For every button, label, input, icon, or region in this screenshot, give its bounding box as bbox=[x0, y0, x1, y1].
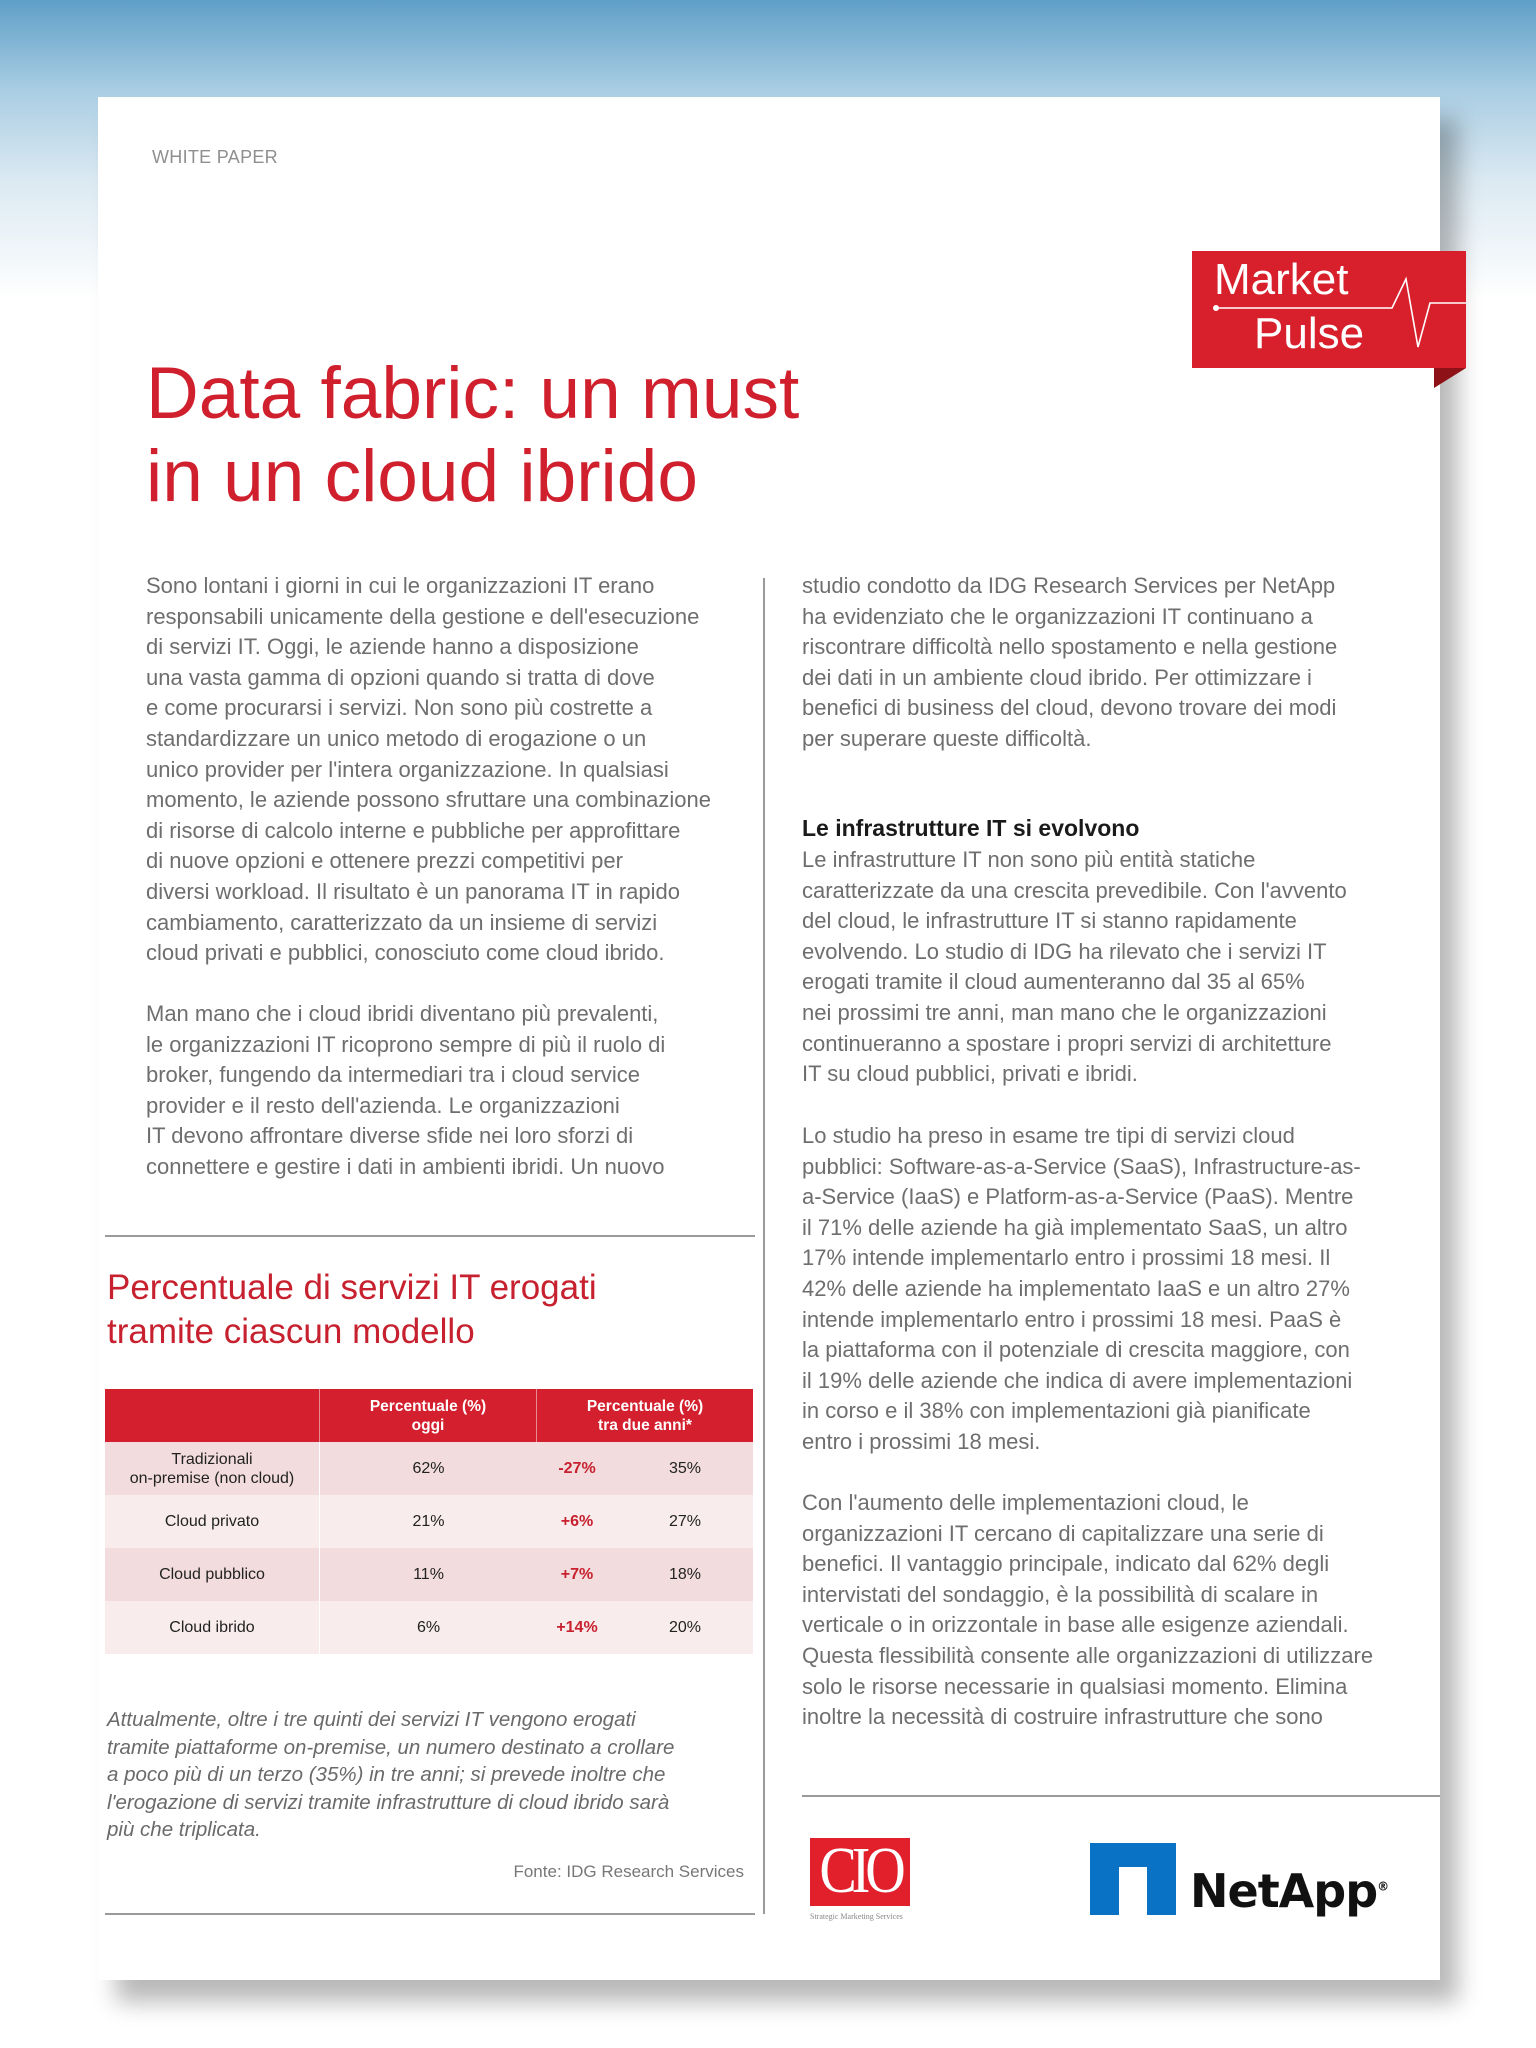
netapp-logo bbox=[1190, 1864, 1389, 1918]
registered-mark: ® bbox=[1377, 1879, 1390, 1894]
row-values bbox=[320, 1548, 754, 1601]
value-delta: +6% bbox=[560, 1512, 594, 1530]
table-header-row bbox=[105, 1389, 753, 1442]
value-today: 21% bbox=[412, 1512, 445, 1530]
value-future: 35% bbox=[668, 1459, 702, 1477]
row-label: Cloud ibrido bbox=[105, 1601, 320, 1654]
table-title: Percentuale di servizi IT erogati tramite ciascun modello bbox=[107, 1268, 597, 1351]
table-row bbox=[105, 1548, 753, 1601]
row-values bbox=[320, 1495, 754, 1548]
row-values bbox=[320, 1601, 754, 1654]
value-future: 27% bbox=[668, 1512, 702, 1530]
value-delta: +14% bbox=[556, 1618, 598, 1636]
body-paragraph: Sono lontani i giorni in cui le organizzazioni IT erano responsabili unicamente della gestione e dell'esecuzione di servizi IT. Oggi, le aziende hanno a disposizione una vasta gamma di opzioni quando si tratta di dove e come procurarsi i servizi. Non sono più costrette a standardizzare un unico metodo di erogazione o un unico provider per l'intera organizzazione. In qualsiasi momento, le aziende possono sfruttare una combinazione di risorse di calcolo interne e pubbliche per approfittare di nuove opzioni e ottenere prezzi competitivi per diversi workload. Il risultato è un panorama IT in rapido cambiamento, caratterizzato da un insieme di servizi cloud privati e pubblici, conosciuto come cloud ibrido. bbox=[146, 573, 712, 966]
document-type-label: WHITE PAPER bbox=[152, 147, 278, 167]
netapp-logo-text: NetApp bbox=[1190, 1864, 1378, 1918]
table-source: Fonte: IDG Research Services bbox=[513, 1862, 744, 1881]
table-row bbox=[105, 1495, 753, 1548]
value-delta: -27% bbox=[558, 1459, 596, 1477]
value-today: 6% bbox=[416, 1618, 441, 1636]
cio-logo bbox=[810, 1838, 910, 1906]
row-label: Cloud privato bbox=[105, 1495, 320, 1548]
table-row bbox=[105, 1601, 753, 1654]
column-divider bbox=[763, 578, 765, 1914]
badge-line2: Pulse bbox=[1254, 309, 1365, 358]
body-paragraph: Con l'aumento delle implementazioni cloud, le organizzazioni IT cercano di capitalizzare una serie di benefici. Il vantaggio principale, indicato dal 62% degli intervistati del sondaggio, è la possibilità di scalare in verticale o in orizzontale in base alle esigenze aziendali. Questa flessibilità consente alle organizzazioni di utilizzare solo le risorse necessarie in qualsiasi momento. Elimina inoltre la necessità di costruire infrastrutture che sono bbox=[802, 1490, 1374, 1730]
delivery-model-table bbox=[105, 1389, 753, 1654]
value-today: 62% bbox=[412, 1459, 445, 1477]
value-future: 20% bbox=[668, 1618, 702, 1636]
market-pulse-badge bbox=[1192, 251, 1466, 368]
body-paragraph: Man mano che i cloud ibridi diventano più prevalenti, le organizzazioni IT ricoprono sempre di più il ruolo di broker, fungendo da intermediari tra i cloud service provider e il resto dell'azienda. Le organizzazioni IT devono affrontare diverse sfide nei loro sforzi di connettere e gestire i dati in ambienti ibridi. Un nuovo bbox=[146, 1001, 666, 1179]
footer-rule bbox=[802, 1795, 1440, 1797]
body-paragraph: Lo studio ha preso in esame tre tipi di servizi cloud pubblici: Software-as-a-Service (SaaS), Infrastructure-as- a-Service (IaaS) e Platform-as-a-Service (PaaS). Mentre il 71% delle aziende ha già implementato SaaS, un altro 17% intende implementarlo entro i prossimi 18 mesi. Il 42% delle aziende ha implementato IaaS e un altro 27% intende implementarlo entro i prossimi 18 mesi. PaaS è la piattaforma con il potenziale di crescita maggiore, con il 19% delle aziende che indica di avere implementazioni in corso e il 38% con implementazioni già pianificate entro i prossimi 18 mesi. bbox=[802, 1123, 1361, 1454]
table-header-cell: Percentuale (%) oggi bbox=[320, 1389, 537, 1442]
table-header-cell bbox=[105, 1389, 320, 1442]
sidebar-bottom-rule bbox=[105, 1913, 755, 1915]
value-future: 18% bbox=[668, 1565, 702, 1583]
table-header-cell: Percentuale (%) tra due anni* bbox=[537, 1389, 754, 1442]
page-title: Data fabric: un must in un cloud ibrido bbox=[146, 353, 800, 517]
row-label: Tradizionali on-premise (non cloud) bbox=[105, 1442, 320, 1495]
badge-line1: Market bbox=[1214, 255, 1349, 304]
cio-logo-text: CIO bbox=[819, 1838, 901, 1906]
cio-tagline: Strategic Marketing Services bbox=[810, 1912, 903, 1921]
value-delta: +7% bbox=[560, 1565, 594, 1583]
body-paragraph: studio condotto da IDG Research Services per NetApp ha evidenziato che le organizzazioni IT continuano a riscontrare difficoltà nello spostamento e nella gestione dei dati in un ambiente cloud ibrido. Per ottimizzare i benefici di business del cloud, devono trovare dei modi per superare queste difficoltà. bbox=[802, 573, 1338, 751]
value-today: 11% bbox=[413, 1565, 444, 1583]
row-values bbox=[320, 1442, 754, 1495]
section-heading: Le infrastrutture IT si evolvono bbox=[802, 815, 1140, 841]
badge-fold bbox=[1434, 368, 1466, 388]
table-row bbox=[105, 1442, 753, 1495]
row-label: Cloud pubblico bbox=[105, 1548, 320, 1601]
netapp-logo-mark-icon bbox=[1090, 1843, 1176, 1915]
table-caption: Attualmente, oltre i tre quinti dei servizi IT vengono erogati tramite piattaforme on-premise, un numero destinato a crollare a poco più di un terzo (35%) in tre anni; si prevede inoltre che l'erogazione di servizi tramite infrastrutture di cloud ibrido sarà più che triplicata. bbox=[107, 1708, 675, 1841]
sidebar-top-rule bbox=[105, 1235, 755, 1237]
body-paragraph: Le infrastrutture IT non sono più entità statiche caratterizzate da una crescita prevedibile. Con l'avvento del cloud, le infrastrutture IT si stanno rapidamente evolvendo. Lo studio di IDG ha rilevato che i servizi IT erogati tramite il cloud aumenteranno dal 35 al 65% nei prossimi tre anni, man mano che le organizzazioni continueranno a spostare i propri servizi di architetture IT su cloud pubblici, privati e ibridi. bbox=[802, 847, 1347, 1087]
